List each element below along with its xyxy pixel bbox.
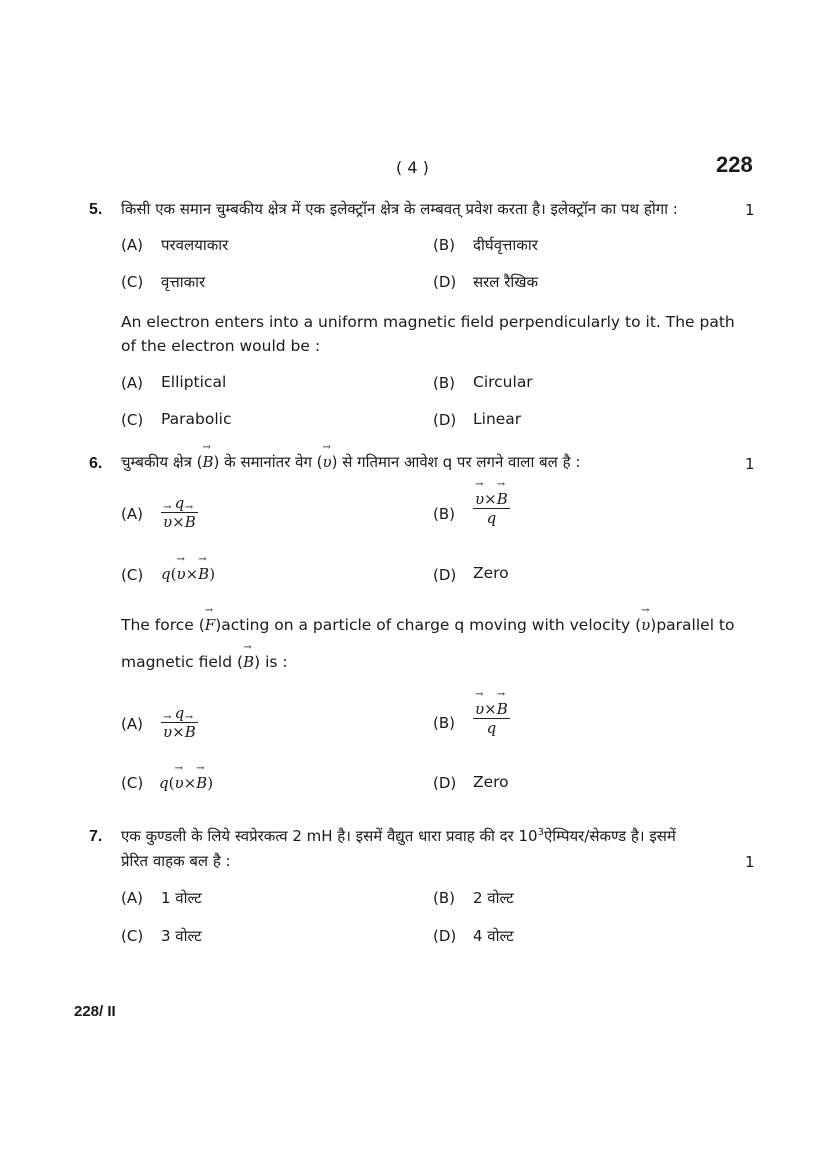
option-text: Parabolic (161, 410, 232, 428)
text-fragment: The force ( (121, 616, 205, 634)
text-fragment: चुम्बकीय क्षेत्र ( (121, 453, 203, 471)
option-label: (C) (121, 273, 144, 291)
velocity-symbol: → υ (641, 616, 650, 634)
option-label: (B) (433, 505, 455, 523)
option-label: (D) (433, 411, 457, 429)
option-label: (B) (433, 714, 455, 732)
cross-symbol: × (183, 774, 197, 792)
magnetic-field-symbol: → B (497, 700, 508, 718)
option-text: सरल रैखिक (473, 273, 539, 291)
option-label: (B) (433, 236, 455, 254)
velocity-symbol: → υ (174, 774, 183, 792)
denominator: q (473, 508, 510, 527)
option-label: (D) (433, 774, 457, 792)
option-label: (A) (121, 374, 143, 392)
text-fragment: )acting on a particle of charge q moving with velocity ( (215, 616, 642, 634)
option-text: 2 वोल्ट (473, 889, 514, 907)
option-label: (D) (433, 273, 457, 291)
magnetic-field-symbol: → B (497, 490, 508, 508)
question-marks: 1 (745, 853, 755, 871)
question-text-hindi: प्रेरित वाहक बल है : (121, 852, 231, 870)
magnetic-field-symbol: → B (185, 723, 196, 741)
exponent: 3 (537, 827, 544, 838)
question-text-english (121, 653, 288, 671)
option-label: (C) (121, 927, 144, 945)
question-text-english: An electron enters into a uniform magnetic field perpendicularly to it. The path (121, 313, 735, 331)
option-label: (B) (433, 374, 455, 392)
velocity-symbol: → υ (176, 565, 185, 583)
velocity-symbol: → υ (163, 513, 172, 531)
force-symbol: → F (205, 616, 215, 634)
cross-symbol: × (185, 565, 199, 583)
formula-vxB-over-q (473, 490, 510, 527)
text-fragment: ) is : (254, 653, 288, 671)
numerator (473, 490, 510, 508)
question-text-hindi (121, 452, 580, 472)
option-label: (A) (121, 236, 143, 254)
option-text: वृत्ताकार (161, 273, 206, 291)
velocity-symbol: → υ (475, 700, 484, 718)
cross-symbol: × (484, 490, 497, 508)
text-fragment: ऐम्पियर/सेकण्ड है। इसमें (543, 827, 676, 845)
magnetic-field-symbol: → B (203, 453, 214, 471)
option-label: (A) (121, 505, 143, 523)
option-label: (A) (121, 889, 143, 907)
question-text-hindi (121, 826, 676, 846)
formula-vxB-over-q (473, 700, 510, 737)
magnetic-field-symbol: → B (198, 565, 209, 583)
formula-q-over-vxB (161, 494, 198, 531)
page-number: ( 4 ) (396, 158, 429, 177)
option-text: दीर्घवृत्ताकार (473, 236, 538, 254)
denominator (161, 722, 198, 741)
question-text-hindi: किसी एक समान चुम्बकीय क्षेत्र में एक इलेक्ट्रॉन क्षेत्र के लम्बवत् प्रवेश करता है। इलेक्ट्रॉन का पथ होगा : (121, 200, 678, 218)
option-label: (C) (121, 774, 144, 792)
footer-code: 228/ II (74, 1003, 116, 1020)
option-text: Linear (473, 410, 522, 428)
option-label: (D) (433, 566, 457, 584)
option-label: (B) (433, 889, 455, 907)
text-fragment: )parallel to (650, 616, 735, 634)
option-text: 4 वोल्ट (473, 927, 514, 945)
question-number: 7. (89, 828, 103, 845)
velocity-symbol: → υ (323, 453, 332, 471)
text-fragment: ) के समानांतर वेग ( (213, 453, 323, 471)
magnetic-field-symbol: → B (185, 513, 196, 531)
option-label: (D) (433, 927, 457, 945)
velocity-symbol: → υ (475, 490, 484, 508)
numerator: q (174, 704, 185, 722)
option-label: (C) (121, 566, 144, 584)
text-fragment: magnetic field ( (121, 653, 244, 671)
option-text: Zero (473, 773, 509, 791)
option-text: 1 वोल्ट (161, 889, 202, 907)
text-fragment: एक कुण्डली के लिये स्वप्रेरकत्व 2 mH है। इसमें वैद्युत धारा प्रवाह की दर 10 (121, 827, 538, 845)
charge-symbol: q (161, 565, 171, 583)
question-marks: 1 (745, 201, 755, 219)
option-label: (C) (121, 411, 144, 429)
cross-symbol: × (172, 513, 185, 531)
magnetic-field-symbol: → B (243, 653, 254, 671)
cross-symbol: × (484, 700, 497, 718)
velocity-symbol: → υ (163, 723, 172, 741)
denominator (161, 512, 198, 531)
numerator: q (174, 494, 185, 512)
option-text: Zero (473, 564, 509, 582)
paper-code: 228 (716, 152, 753, 177)
question-text-english (121, 616, 735, 634)
numerator (473, 700, 510, 718)
question-marks: 1 (745, 455, 755, 473)
cross-symbol: × (172, 723, 185, 741)
denominator: q (473, 718, 510, 737)
text-fragment: ) से गतिमान आवेश q पर लगने वाला बल है : (331, 453, 581, 471)
option-label: (A) (121, 715, 143, 733)
magnetic-field-symbol: → B (196, 774, 207, 792)
question-number: 6. (89, 455, 103, 472)
formula-q-over-vxB (161, 704, 198, 741)
question-text-english: of the electron would be : (121, 337, 321, 355)
formula-q-vxB: q(→ υ×→ B) (161, 565, 215, 583)
charge-symbol: q (159, 774, 169, 792)
option-text: परवलयाकार (161, 236, 229, 254)
option-text: Elliptical (161, 373, 227, 391)
option-text: 3 वोल्ट (161, 927, 202, 945)
option-text: Circular (473, 373, 533, 391)
formula-q-vxB: q(→ υ×→ B) (159, 774, 213, 792)
question-number: 5. (89, 201, 103, 218)
